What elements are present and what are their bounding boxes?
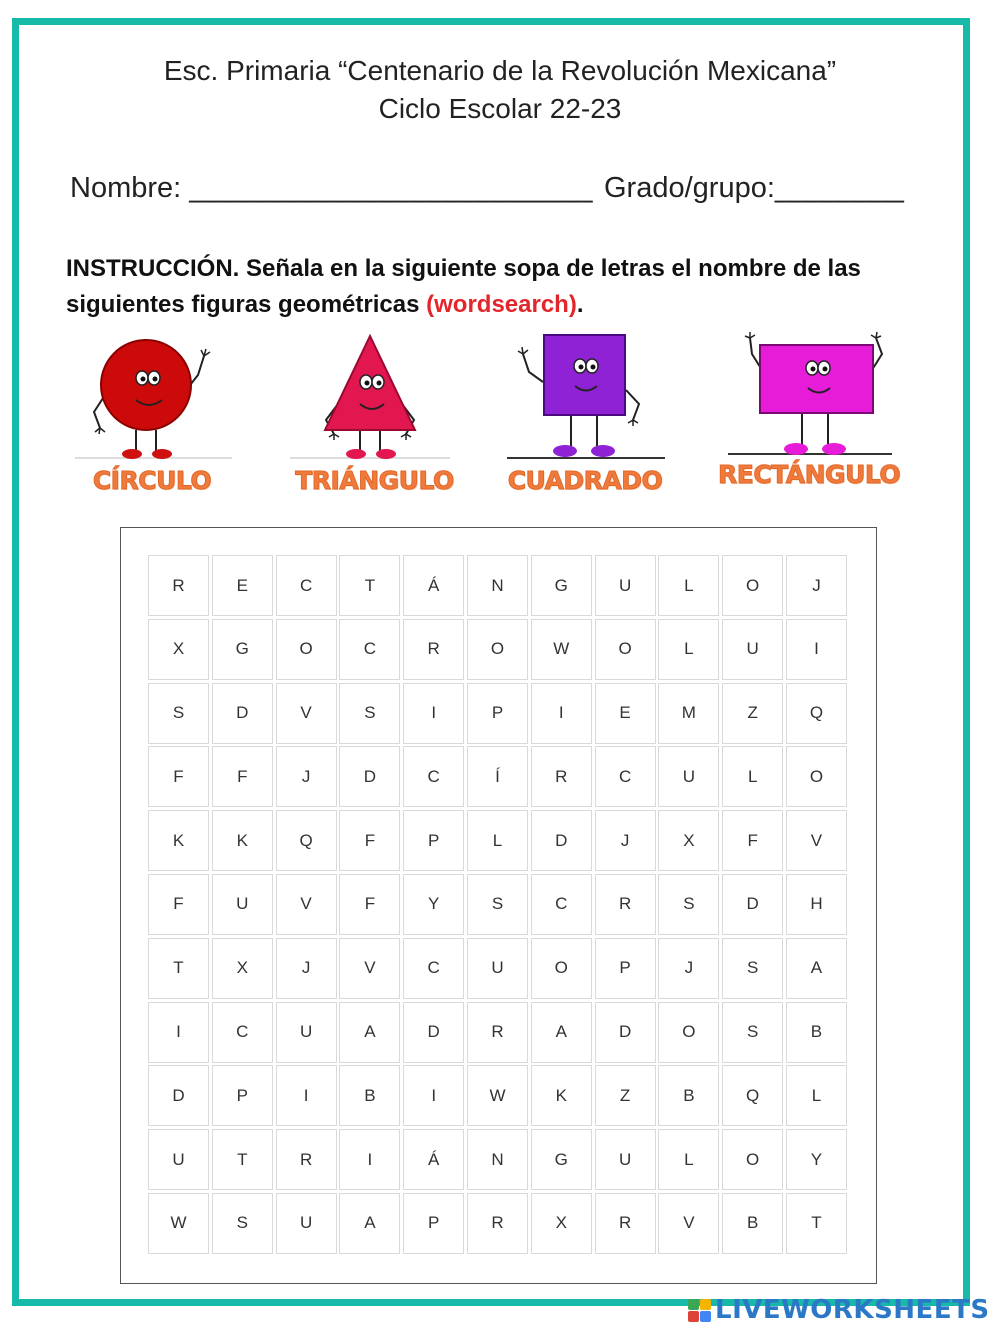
wordsearch-cell[interactable]: D (339, 746, 400, 807)
wordsearch-cell[interactable]: Z (722, 683, 783, 744)
wordsearch-cell[interactable]: R (276, 1129, 337, 1190)
wordsearch-cell[interactable]: D (212, 683, 273, 744)
wordsearch-cell[interactable]: V (339, 938, 400, 999)
wordsearch-cell[interactable]: G (531, 1129, 592, 1190)
wordsearch-cell[interactable]: K (212, 810, 273, 871)
shape-label-circulo: CÍRCULO (92, 466, 212, 495)
wordsearch-cell[interactable]: Z (595, 1065, 656, 1126)
circle-character-illustration (72, 330, 237, 462)
wordsearch-cell[interactable]: P (467, 683, 528, 744)
wordsearch-cell[interactable]: T (786, 1193, 847, 1254)
wordsearch-cell[interactable]: S (148, 683, 209, 744)
liveworksheets-logo-icon (688, 1299, 711, 1322)
wordsearch-cell[interactable]: O (531, 938, 592, 999)
wordsearch-cell[interactable]: P (403, 1193, 464, 1254)
wordsearch-cell[interactable]: C (276, 555, 337, 616)
wordsearch-cell[interactable]: G (212, 619, 273, 680)
wordsearch-cell[interactable]: I (403, 683, 464, 744)
square-character-illustration (505, 330, 670, 462)
wordsearch-cell[interactable]: A (531, 1002, 592, 1063)
wordsearch-cell[interactable]: O (658, 1002, 719, 1063)
wordsearch-cell[interactable]: J (595, 810, 656, 871)
wordsearch-cell[interactable]: S (467, 874, 528, 935)
wordsearch-cell[interactable]: C (339, 619, 400, 680)
wordsearch-cell[interactable]: K (148, 810, 209, 871)
wordsearch-cell[interactable]: J (786, 555, 847, 616)
wordsearch-cell[interactable]: L (467, 810, 528, 871)
wordsearch-cell[interactable]: O (722, 555, 783, 616)
wordsearch-cell[interactable]: V (786, 810, 847, 871)
wordsearch-cell[interactable]: H (786, 874, 847, 935)
wordsearch-cell[interactable]: R (531, 746, 592, 807)
wordsearch-cell[interactable]: M (658, 683, 719, 744)
logo-square-icon (700, 1311, 711, 1322)
wordsearch-cell[interactable]: S (722, 938, 783, 999)
wordsearch-cell[interactable]: U (212, 874, 273, 935)
wordsearch-cell[interactable]: J (658, 938, 719, 999)
wordsearch-cell[interactable]: E (595, 683, 656, 744)
wordsearch-cell[interactable]: E (212, 555, 273, 616)
wordsearch-cell[interactable]: V (276, 683, 337, 744)
wordsearch-cell[interactable]: U (276, 1193, 337, 1254)
wordsearch-cell[interactable]: F (339, 810, 400, 871)
wordsearch-cell[interactable]: V (276, 874, 337, 935)
wordsearch-cell[interactable]: I (276, 1065, 337, 1126)
wordsearch-cell[interactable]: D (403, 1002, 464, 1063)
wordsearch-cell[interactable]: R (148, 555, 209, 616)
wordsearch-cell[interactable]: C (403, 746, 464, 807)
wordsearch-cell[interactable]: F (212, 746, 273, 807)
wordsearch-cell[interactable]: Q (786, 683, 847, 744)
wordsearch-cell[interactable]: R (595, 874, 656, 935)
shape-label-triangulo: TRIÁNGULO (295, 466, 454, 495)
wordsearch-cell[interactable]: U (148, 1129, 209, 1190)
wordsearch-cell[interactable]: Á (403, 555, 464, 616)
school-cycle: Ciclo Escolar 22-23 (378, 93, 622, 124)
liveworksheets-wordmark: LIVEWORKSHEETS (715, 1295, 990, 1325)
instruction-highlight: (wordsearch) (426, 291, 577, 318)
wordsearch-cell[interactable]: Í (467, 746, 528, 807)
wordsearch-cell[interactable]: J (276, 938, 337, 999)
wordsearch-cell[interactable]: X (212, 938, 273, 999)
wordsearch-cell[interactable]: Q (276, 810, 337, 871)
wordsearch-cell[interactable]: R (467, 1193, 528, 1254)
wordsearch-cell[interactable]: O (467, 619, 528, 680)
triangle-character-illustration (290, 330, 455, 462)
grado-field-label[interactable]: Grado/grupo:________ (604, 172, 904, 204)
wordsearch-cell[interactable]: T (148, 938, 209, 999)
wordsearch-cell[interactable]: X (658, 810, 719, 871)
wordsearch-cell[interactable]: Q (722, 1065, 783, 1126)
wordsearch-cell[interactable]: F (148, 874, 209, 935)
wordsearch-cell[interactable]: F (339, 874, 400, 935)
wordsearch-cell[interactable]: X (531, 1193, 592, 1254)
wordsearch-cell[interactable]: J (276, 746, 337, 807)
wordsearch-cell[interactable]: C (531, 874, 592, 935)
wordsearch-cell[interactable]: C (403, 938, 464, 999)
wordsearch-cell[interactable]: K (531, 1065, 592, 1126)
liveworksheets-brand (688, 1293, 990, 1327)
wordsearch-cell[interactable]: P (403, 810, 464, 871)
wordsearch-cell[interactable]: S (722, 1002, 783, 1063)
wordsearch-cell[interactable]: O (722, 1129, 783, 1190)
wordsearch-cell[interactable]: S (658, 874, 719, 935)
shape-label-rectangulo: RECTÁNGULO (718, 460, 901, 489)
wordsearch-cell[interactable]: L (658, 619, 719, 680)
instruction-end: . (576, 291, 584, 318)
wordsearch-grid (148, 555, 847, 1254)
name-field-label[interactable]: Nombre: _________________________ (70, 172, 593, 204)
wordsearch-cell[interactable]: N (467, 555, 528, 616)
wordsearch-cell[interactable]: T (339, 555, 400, 616)
wordsearch-cell[interactable]: S (212, 1193, 273, 1254)
wordsearch-cell[interactable]: R (467, 1002, 528, 1063)
wordsearch-cell[interactable]: B (786, 1002, 847, 1063)
wordsearch-cell[interactable]: U (276, 1002, 337, 1063)
wordsearch-cell[interactable]: D (595, 1002, 656, 1063)
wordsearch-cell[interactable]: N (467, 1129, 528, 1190)
wordsearch-cell[interactable]: U (595, 1129, 656, 1190)
wordsearch-cell[interactable]: O (276, 619, 337, 680)
wordsearch-cell[interactable]: F (722, 810, 783, 871)
wordsearch-cell[interactable]: I (339, 1129, 400, 1190)
wordsearch-cell[interactable]: R (403, 619, 464, 680)
wordsearch-cell[interactable]: F (148, 746, 209, 807)
wordsearch-cell[interactable]: X (148, 619, 209, 680)
wordsearch-cell[interactable]: L (786, 1065, 847, 1126)
wordsearch-cell[interactable]: L (658, 555, 719, 616)
wordsearch-cell[interactable]: C (212, 1002, 273, 1063)
wordsearch-cell[interactable]: W (531, 619, 592, 680)
wordsearch-cell[interactable]: W (467, 1065, 528, 1126)
wordsearch-cell[interactable]: C (595, 746, 656, 807)
wordsearch-cell[interactable]: D (531, 810, 592, 871)
logo-square-icon (700, 1299, 711, 1310)
wordsearch-cell[interactable]: T (212, 1129, 273, 1190)
logo-square-icon (688, 1299, 699, 1310)
wordsearch-cell[interactable]: G (531, 555, 592, 616)
wordsearch-cell[interactable]: U (658, 746, 719, 807)
shape-label-cuadrado: CUADRADO (507, 466, 663, 495)
wordsearch-cell[interactable]: P (212, 1065, 273, 1126)
wordsearch-cell[interactable]: Á (403, 1129, 464, 1190)
wordsearch-cell[interactable]: I (148, 1002, 209, 1063)
wordsearch-cell[interactable]: U (722, 619, 783, 680)
wordsearch-cell[interactable]: D (722, 874, 783, 935)
wordsearch-cell[interactable]: V (658, 1193, 719, 1254)
wordsearch-cell[interactable]: W (148, 1193, 209, 1254)
wordsearch-cell[interactable]: B (658, 1065, 719, 1126)
school-name: Esc. Primaria “Centenario de la Revolución Mexicana” (163, 55, 837, 86)
wordsearch-cell[interactable]: Y (786, 1129, 847, 1190)
wordsearch-cell[interactable]: A (339, 1193, 400, 1254)
school-header (0, 52, 1000, 128)
wordsearch-cell[interactable]: I (531, 683, 592, 744)
instruction-text (66, 251, 946, 323)
wordsearch-cell[interactable]: L (658, 1129, 719, 1190)
wordsearch-cell[interactable]: I (403, 1065, 464, 1126)
wordsearch-cell[interactable]: O (595, 619, 656, 680)
wordsearch-cell[interactable]: U (467, 938, 528, 999)
wordsearch-cell[interactable]: I (786, 619, 847, 680)
wordsearch-cell[interactable]: R (595, 1193, 656, 1254)
logo-square-icon (688, 1311, 699, 1322)
wordsearch-cell[interactable]: D (148, 1065, 209, 1126)
wordsearch-cell[interactable]: B (339, 1065, 400, 1126)
wordsearch-cell[interactable]: S (339, 683, 400, 744)
wordsearch-cell[interactable]: A (339, 1002, 400, 1063)
rectangle-character-illustration (726, 330, 896, 462)
wordsearch-cell[interactable]: Y (403, 874, 464, 935)
wordsearch-cell[interactable]: L (722, 746, 783, 807)
wordsearch-cell[interactable]: P (595, 938, 656, 999)
wordsearch-cell[interactable]: A (786, 938, 847, 999)
wordsearch-cell[interactable]: U (595, 555, 656, 616)
instruction-body: INSTRUCCIÓN. Señala en la siguiente sopa de letras el nombre de las siguientes figuras geométricas (66, 255, 861, 318)
wordsearch-cell[interactable]: B (722, 1193, 783, 1254)
wordsearch-cell[interactable]: O (786, 746, 847, 807)
